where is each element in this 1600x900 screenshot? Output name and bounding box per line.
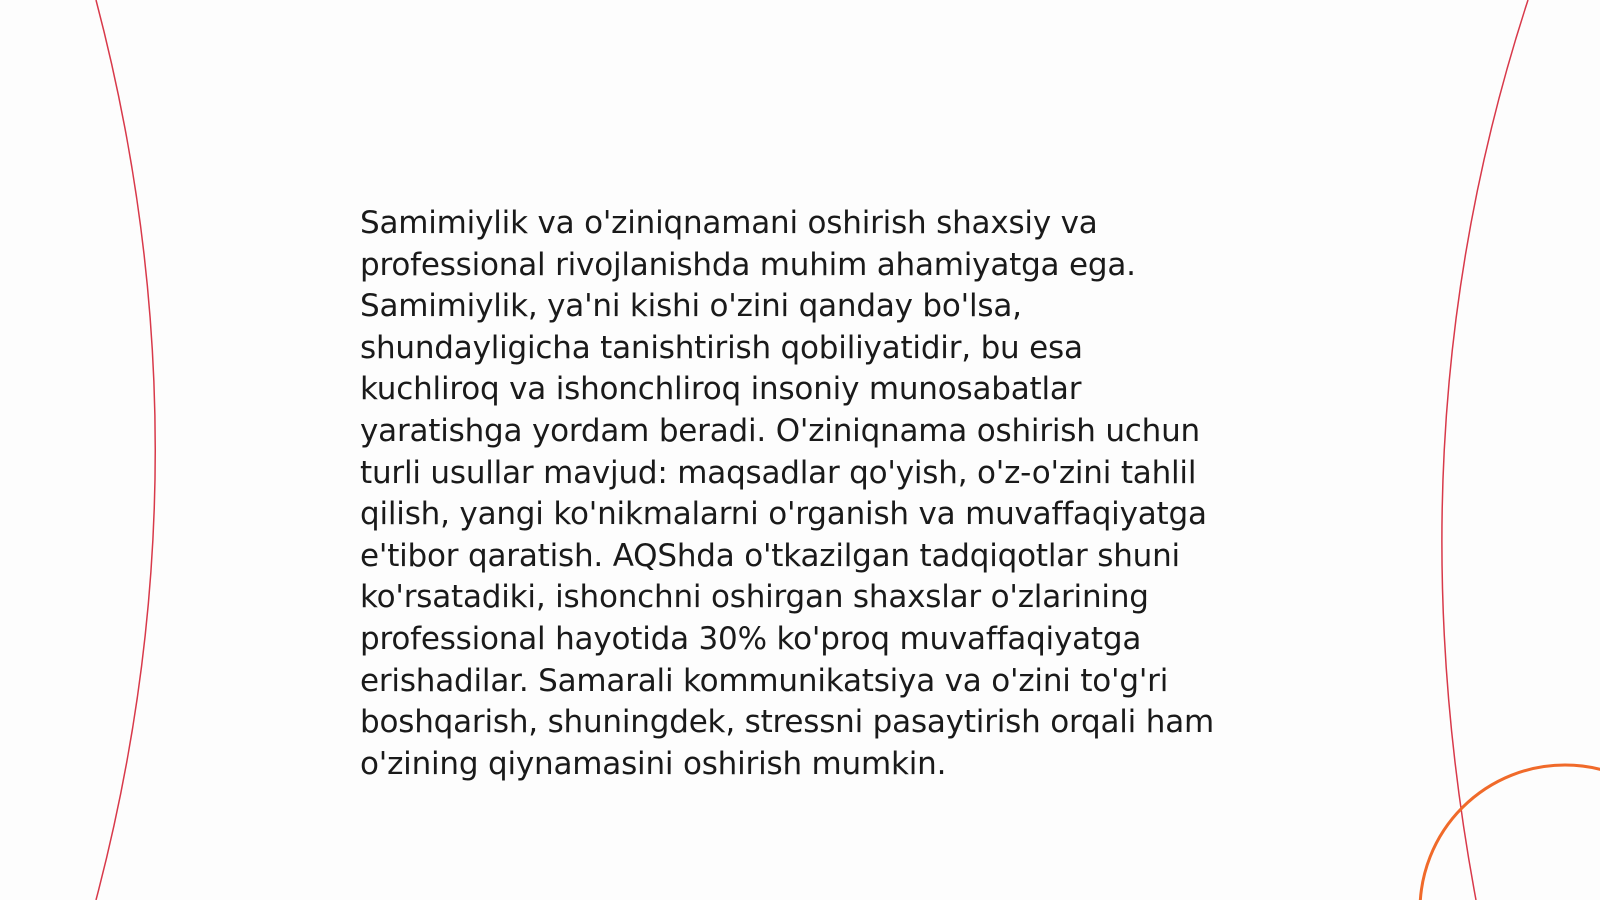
right-curve-line xyxy=(1442,0,1528,900)
body-paragraph: Samimiylik va o'ziniqnamani oshirish shaxsiy va professional rivojlanishda muhim ahamiyatga ega. Samimiylik, ya'ni kishi o'zini qanday bo'lsa, shundayligicha tanishtirish qobiliyatidir, bu esa kuchliroq va ishonchliroq insoniy munosabatlar yaratishga yordam beradi. O'ziniqnama oshirish uchun turli usullar mavjud: maqsadlar qo'yish, o'z-o'zini tahlil qilish, yangi ko'nikmalarni o'rganish va muvaffaqiyatga e'tibor qaratish. AQShda o'tkazilgan tadqiqotlar shuni ko'rsatadiki, ishonchni oshirgan shaxslar o'zlarining professional hayotida 30% ko'proq muvaffaqiyatga erishadilar. Samarali kommunikatsiya va o'zini to'g'ri boshqarish, shuningdek, stressni pasaytirish orqali ham o'zining qiynamasini oshirish mumkin. xyxy=(360,205,1214,782)
orange-arc xyxy=(1420,765,1600,900)
left-curve-line xyxy=(96,0,155,900)
